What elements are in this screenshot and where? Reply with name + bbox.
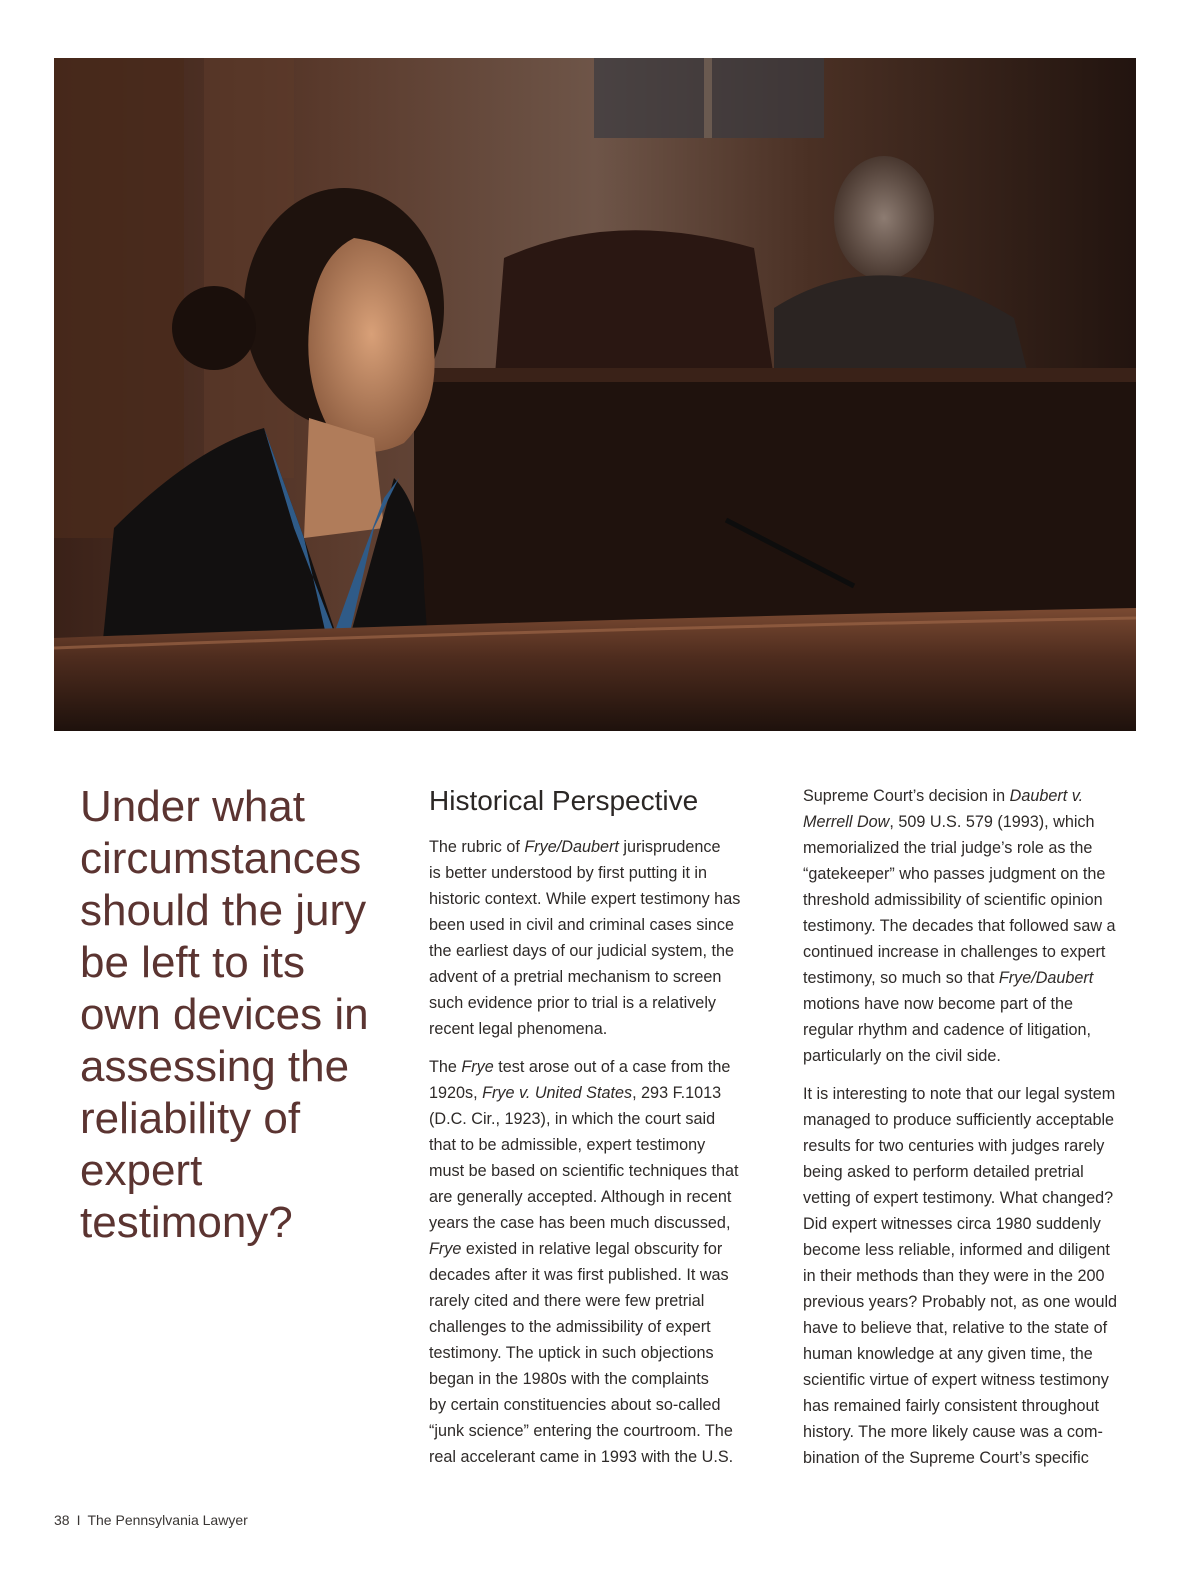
text-run: recent legal phenomena. [429,1020,608,1038]
text-run: testimony. The decades that followed saw a [803,917,1116,935]
text-run: must be based on scientific techniques that [429,1162,739,1180]
text-line [429,1366,764,1392]
text-run: rarely cited and there were few pretrial [429,1292,705,1310]
text-line [803,783,1138,809]
text-run: history. The more likely cause was a com- [803,1423,1103,1441]
text-run: managed to produce sufficiently acceptable [803,1111,1115,1129]
text-line [803,1211,1138,1237]
text-run: become less reliable, informed and diligent [803,1241,1110,1259]
text-run: 1920s, [429,1084,483,1102]
text-run: threshold admissibility of scientific opinion [803,891,1103,909]
text-run: advent of a pretrial mechanism to screen [429,968,722,986]
text-run: such evidence prior to trial is a relatively [429,994,717,1012]
text-line [429,1418,764,1444]
text-line [803,939,1138,965]
column-right [803,783,1138,1483]
text-line [803,965,1138,991]
text-run: memorialized the trial judge’s role as the [803,839,1093,857]
text-line [429,1262,764,1288]
paragraph [429,1054,764,1470]
text-line [803,1367,1138,1393]
courtroom-photo [54,58,1136,731]
text-line [429,1340,764,1366]
text-line [803,1445,1138,1471]
text-line [803,1081,1138,1107]
text-line [803,887,1138,913]
text-run: challenges to the admissibility of expert [429,1318,711,1336]
text-line [803,1419,1138,1445]
text-run: decades after it was first published. It was [429,1266,729,1284]
text-line [803,1043,1138,1069]
text-line [429,990,764,1016]
text-line [429,964,764,990]
text-line [429,1236,764,1262]
text-run: human knowledge at any given time, the [803,1345,1093,1363]
italic-text: Frye/Daubert [998,969,1094,987]
text-run: in their methods than they were in the 200 [803,1267,1105,1285]
text-run: bination of the Supreme Court’s specific [803,1449,1089,1467]
text-line [429,860,764,886]
paragraph [429,834,764,1042]
text-line [803,991,1138,1017]
italic-text: Frye [429,1240,462,1258]
text-line [803,1341,1138,1367]
section-heading: Historical Perspective [429,785,699,816]
text-run: are generally accepted. Although in recent [429,1188,732,1206]
text-line [803,1237,1138,1263]
footer-separator: I [76,1512,81,1528]
text-line [429,938,764,964]
text-run: being asked to perform detailed pretrial [803,1163,1084,1181]
column-middle [429,780,764,1482]
text-line [429,912,764,938]
text-run: (D.C. Cir., 1923), in which the court said [429,1110,716,1128]
text-run: by certain constituencies about so-called [429,1396,721,1414]
text-line [429,1288,764,1314]
text-line [429,1132,764,1158]
courtroom-illustration [54,58,1136,731]
text-line [803,1159,1138,1185]
text-run: continued increase in challenges to expert [803,943,1106,961]
paragraph [803,1081,1138,1471]
text-run: It is interesting to note that our legal system [803,1085,1116,1103]
page-number: 38 [54,1512,70,1528]
text-run: real accelerant came in 1993 with the U.S. [429,1448,734,1466]
text-line [803,1393,1138,1419]
text-run: scientific virtue of expert witness testimony [803,1371,1109,1389]
text-run: existed in relative legal obscurity for [461,1240,723,1258]
text-line [429,1106,764,1132]
italic-text: Merrell Dow [803,813,890,831]
text-run: testimony, so much so that [803,969,999,987]
publication-name: The Pennsylvania Lawyer [87,1512,248,1528]
text-line [429,1392,764,1418]
text-line [803,1185,1138,1211]
italic-text: Frye/Daubert [524,838,619,856]
text-line [429,1210,764,1236]
text-line [429,1158,764,1184]
text-run: vetting of expert testimony. What changed? [803,1189,1114,1207]
text-line [803,1133,1138,1159]
text-run: motions have now become part of the [803,995,1073,1013]
text-run: regular rhythm and cadence of litigation, [803,1021,1091,1039]
paragraph [803,783,1138,1069]
text-run: began in the 1980s with the complaints [429,1370,709,1388]
text-line [429,1080,764,1106]
text-run: that to be admissible, expert testimony [429,1136,706,1154]
text-line [803,1107,1138,1133]
text-run: “junk science” entering the courtroom. The [429,1422,733,1440]
text-line [429,1054,764,1080]
text-line [429,1314,764,1340]
text-run: years the case has been much discussed, [429,1214,731,1232]
text-line [429,1444,764,1470]
text-run: previous years? Probably not, as one would [803,1293,1118,1311]
text-line [803,1017,1138,1043]
text-run: , 293 F.1013 [632,1084,722,1102]
text-line [803,1263,1138,1289]
text-run: historic context. While expert testimony has [429,890,741,908]
text-run: has remained fairly consistent throughout [803,1397,1100,1415]
text-run: test arose out of a case from the [493,1058,731,1076]
text-run: have to believe that, relative to the state of [803,1319,1108,1337]
text-line [803,1289,1138,1315]
page-footer [54,1512,248,1528]
text-run: results for two centuries with judges rarely [803,1137,1105,1155]
text-line [429,1184,764,1210]
text-run: testimony. The uptick in such objections [429,1344,714,1362]
italic-text: Daubert v. [1009,787,1084,805]
text-line [803,835,1138,861]
italic-text: Frye [461,1058,494,1076]
text-line [429,886,764,912]
text-line [803,913,1138,939]
text-run: the earliest days of our judicial system, the [429,942,735,960]
pull-quote: Under what circumstances should the jury be left to its own devices in assessing the reliability of expert testimony? [80,782,369,1247]
text-run: particularly on the civil side. [803,1047,1001,1065]
text-run: Supreme Court’s decision in [803,787,1010,805]
text-run: is better understood by first putting it in [429,864,708,882]
text-line [803,861,1138,887]
text-run: been used in civil and criminal cases since [429,916,735,934]
italic-text: Frye v. United States [482,1084,633,1102]
text-run: “gatekeeper” who passes judgment on the [803,865,1106,883]
text-run: , 509 U.S. 579 (1993), which [889,813,1095,831]
text-line [803,809,1138,835]
text-run: Did expert witnesses circa 1980 suddenly [803,1215,1101,1233]
text-line [803,1315,1138,1341]
text-line [429,834,764,860]
text-run: The rubric of [429,838,525,856]
text-run: The [429,1058,462,1076]
text-run: jurisprudence [618,838,721,856]
text-line [429,1016,764,1042]
